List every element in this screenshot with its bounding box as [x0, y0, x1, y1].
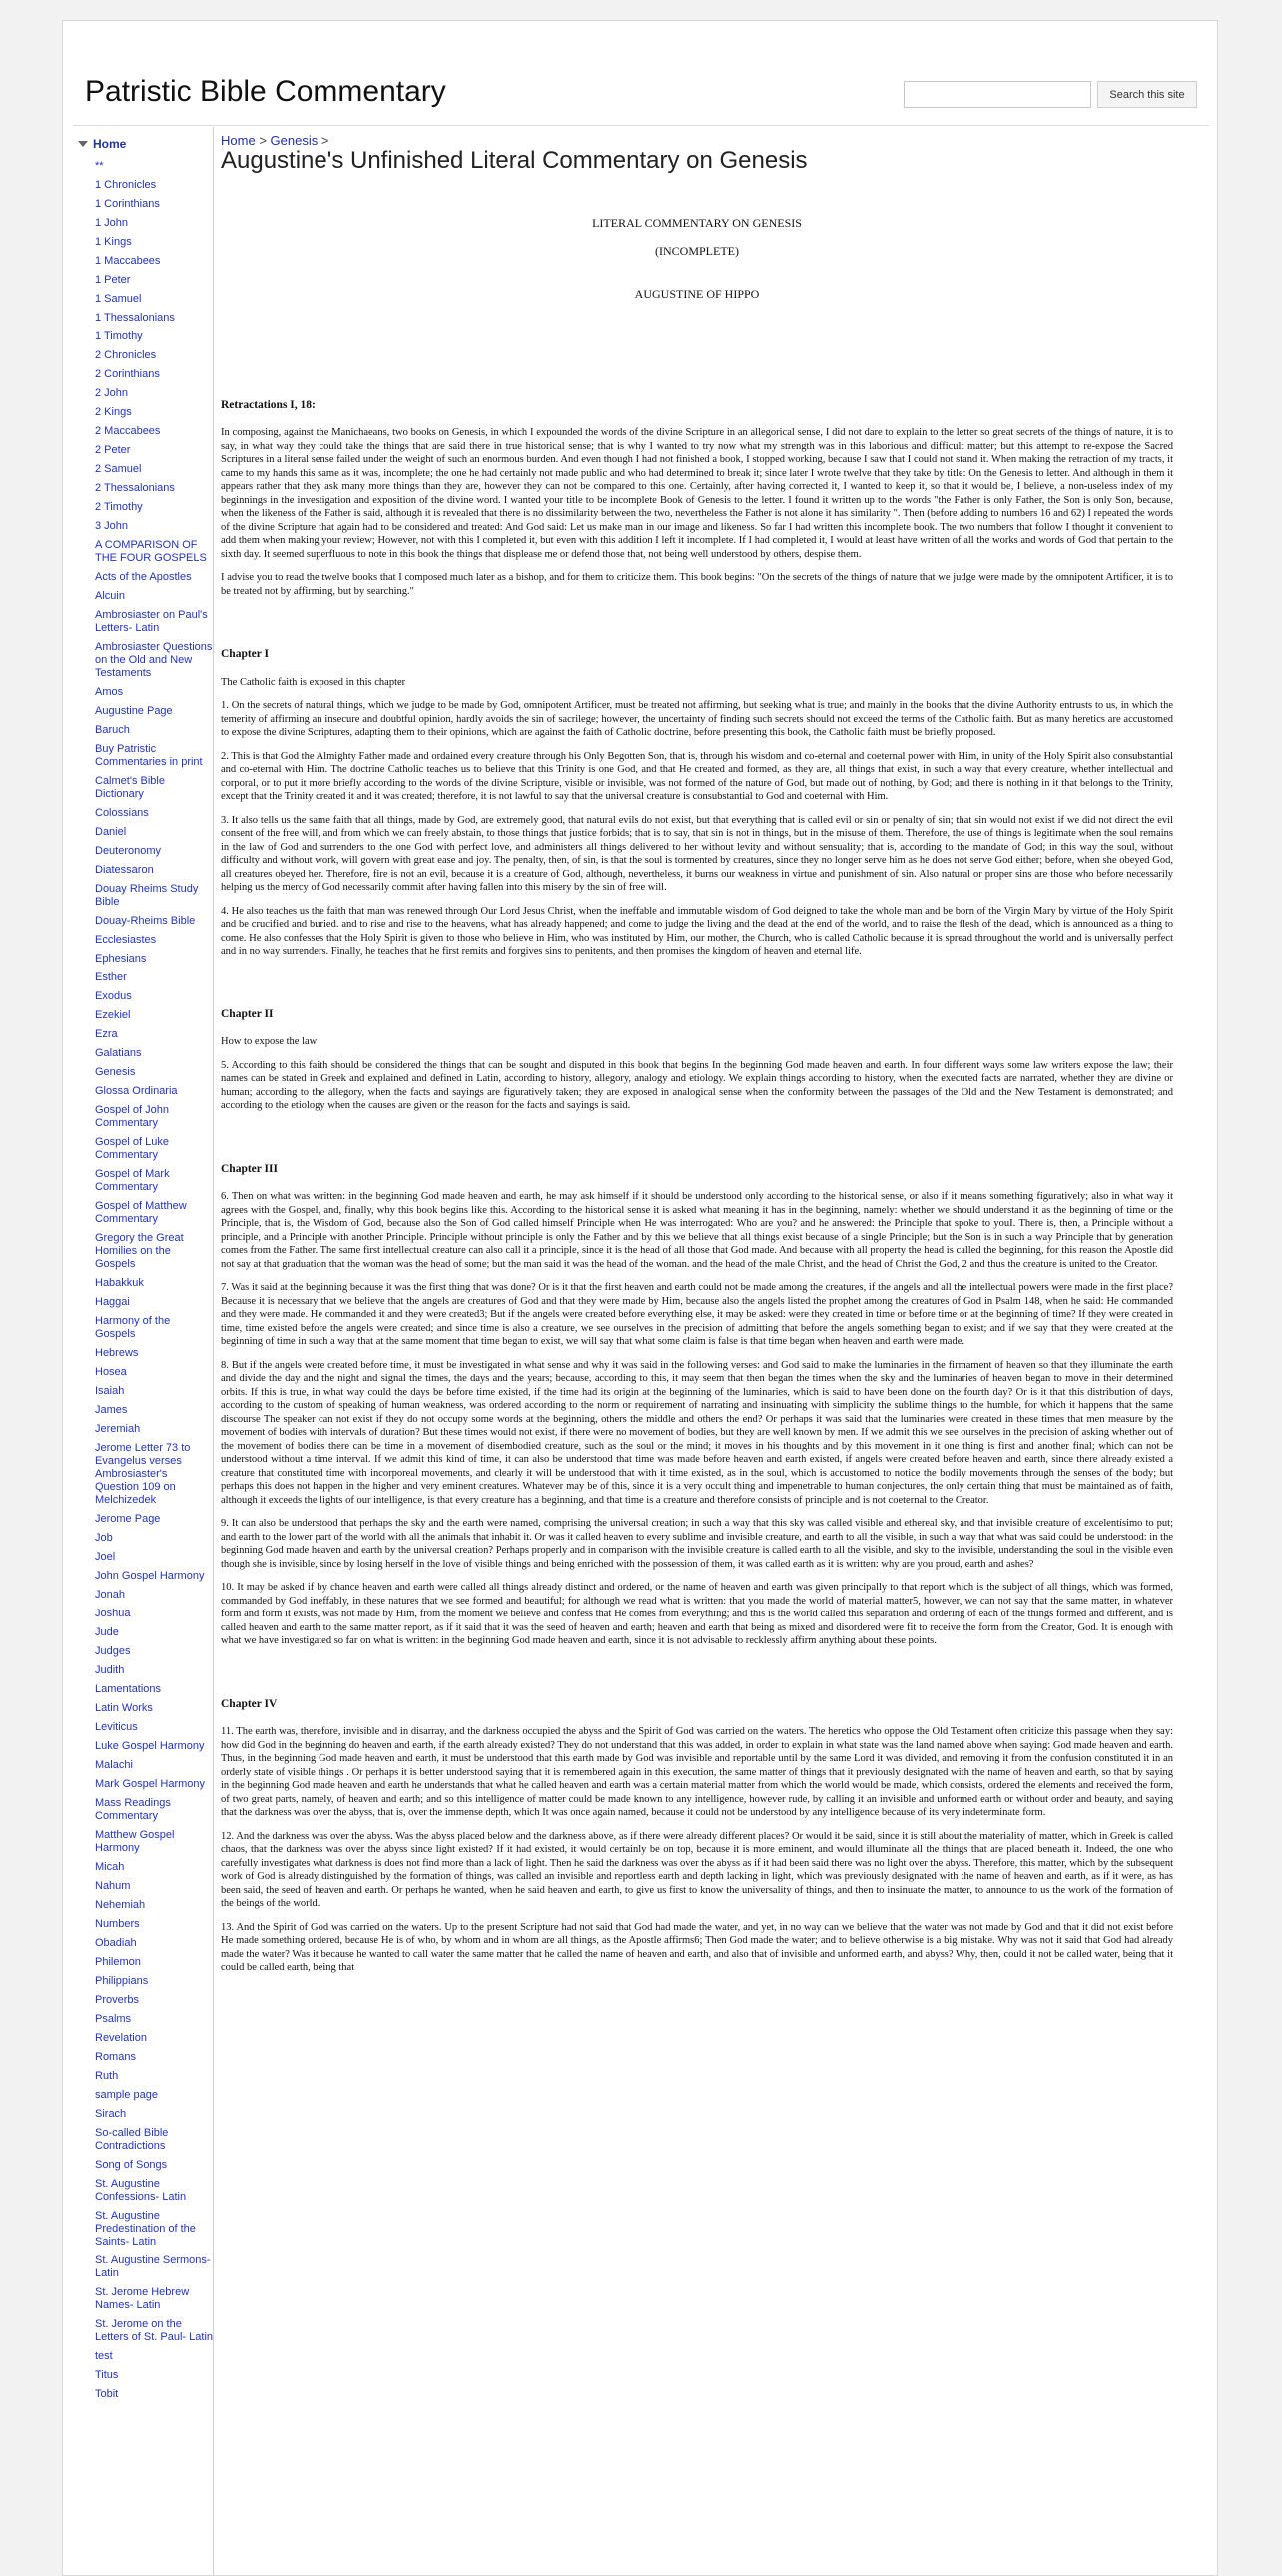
front-title: LITERAL COMMENTARY ON GENESIS [592, 216, 802, 230]
sidebar-nav-item[interactable]: 2 Kings [95, 406, 132, 418]
sidebar-nav-item[interactable]: 1 Peter [95, 274, 131, 286]
sidebar-nav-item[interactable]: Mark Gospel Harmony [95, 1778, 206, 1790]
sidebar-nav-item[interactable]: 1 Kings [95, 236, 132, 248]
sidebar-nav-item[interactable]: Gospel of Luke Commentary [95, 1136, 169, 1161]
sidebar-nav-item[interactable]: Calmet's Bible Dictionary [95, 775, 165, 800]
sidebar-nav-item[interactable]: 1 Samuel [95, 293, 142, 305]
sidebar-nav-item[interactable]: 1 John [95, 217, 129, 229]
sidebar-nav-item[interactable]: A COMPARISON OF THE FOUR GOSPELS [95, 539, 207, 564]
sidebar-nav-item[interactable]: Glossa Ordinaria [95, 1085, 178, 1097]
sidebar-nav-item[interactable]: 2 Maccabees [95, 425, 161, 437]
sidebar-nav-item[interactable]: Gregory the Great Homilies on the Gospels [95, 1232, 184, 1270]
header-divider [73, 125, 1209, 126]
sidebar-nav-item[interactable]: Sirach [95, 2108, 127, 2120]
sidebar-nav-item[interactable]: sample page [95, 2089, 158, 2101]
sidebar-nav-item[interactable]: St. Augustine Sermons- Latin [95, 2254, 211, 2279]
sidebar-nav-item[interactable]: test [95, 2350, 113, 2362]
sidebar-nav-item[interactable]: Augustine Page [95, 705, 173, 717]
sidebar-nav-item[interactable]: Daniel [95, 826, 127, 838]
sidebar-nav-item[interactable]: Isaiah [95, 1385, 125, 1397]
sidebar-nav-list [95, 157, 213, 2404]
breadcrumb-separator: > [259, 133, 267, 148]
sidebar-nav-item[interactable]: Judith [95, 1664, 125, 1676]
sidebar-nav-item[interactable]: Esther [95, 971, 127, 983]
sidebar-nav-item[interactable]: Psalms [95, 2013, 132, 2025]
chapter-heading: Chapter I [221, 648, 270, 660]
sidebar-nav-item[interactable]: Hosea [95, 1366, 127, 1378]
sidebar-nav-item[interactable]: Haggai [95, 1296, 130, 1308]
chapter-paragraph: 2. This is that God the Almighty Father made and ordained every creature through his Only Begotten Son, that is, through his wisdom and co-eternal and coeternal power with Him, in unity of the Holy Spirit also consubstantial and co-eternal with Him. The doctrine Catholic teaches us to believe that this Trinity is one God, and that He created and formed, as they are, all things that exist, in such a way that every creature, whether intellectual and corporal, or to put it more briefly according to the words of the divine Scripture, visible or invisible, was not formed of the nature of God, but made out of nothing, by God; and there is nothing in it that belongs to the Trinity, except that the Trinity created it and it was created; therefore, it is not lawful to say that the universal creature is consubstantial to God and coeternal with Him. [221, 750, 1173, 802]
sidebar-nav-item[interactable]: Deuteronomy [95, 845, 162, 857]
sidebar-nav-item[interactable]: Obadiah [95, 1937, 137, 1949]
sidebar-nav-item[interactable]: Mass Readings Commentary [95, 1797, 171, 1822]
sidebar-nav-item[interactable]: St. Jerome on the Letters of St. Paul- Latin [95, 2318, 214, 2343]
sidebar-nav-item[interactable]: Acts of the Apostles [95, 571, 192, 583]
front-author: AUGUSTINE OF HIPPO [634, 287, 760, 301]
chapter-paragraph: 3. It also tells us the same faith that all things, made by God, are extremely good, that natural evils do not exist, but that everything that is called evil or sin or penalty of sin; that sin would not exist if we did not direct the evil consent of the free will, and from which we can freely abstain, to those things that justice forbids; that is to say, that sin is not in things, but in the misuse of them. Therefore, the use of things is legitimate when the soul remains in the law of God and surrenders to the one God with perfect love, and administers all things delivered to her without levity and without sensuality; that is, according to the mandate of God; in this way the soul, without difficulty and without work, will govern with great ease and joy. The penalty, then, of sin, is that the soul is tormented by creatures, since they no longer serve him as he does not serve God either; before, when she obeyed God, all creatures obeyed her. Therefore, fire is not an evil, because it is a creature of God, although, nevertheless, it burns our weakness in virtue and punishment of sin. Also natural or proper sins are those who before necessarily helping us the mercy of God necessarily commit after having fallen into this misery by the sin of free will. [221, 814, 1173, 893]
page-title: Augustine's Unfinished Literal Commentary on Genesis [221, 147, 808, 174]
retractations-heading: Retractations I, 18: [221, 398, 316, 411]
chapter-heading: Chapter IV [221, 1697, 278, 1710]
sidebar-nav-item[interactable]: Genesis [95, 1066, 136, 1078]
expand-arrow-icon[interactable] [78, 141, 88, 147]
sidebar-nav-item[interactable]: Gospel of Mark Commentary [95, 1168, 170, 1193]
chapter-paragraph: 12. And the darkness was over the abyss. Was the abyss placed below and the darkness above, as if there were already different places? Or would it be said, since it is still about the materiality of matter, which in Greek is called chaos, that the darkness was over the abyss since light existed? If it had existed, it would certainly be on top, because it is more eminent, and would illuminate all the things that are placed beneath it. Indeed, the one who carefully investigates what darkness is does not find more than a lack of light. Then he said the darkness was over the abyss as if it had been said there was no light over the abyss. Therefore, this matter, which by the subsequent work of God is already distinguished by the formation of things, was called an invisible and reportless earth and depth lacking in light, which was previously designated with the name of heaven and earth, as if it were, as has been said, the seed of heaven and earth. Or perhaps he wanted, when he said heaven and earth, to give us first to know the universality of things, and then to insinuate the matter, to announce to us the work of the formation of the beings of the world. [221, 1830, 1173, 1909]
chapter-paragraph: 9. It can also be understood that perhaps the sky and the earth were named, comprising the universal creation; in such a way that this sky was called visible and ethereal sky, and that invisible creature of excelentísimo to put; and earth to the lower part of the world with all the animals that inhabit it. Or was it called heaven to every sublime and invisible creature, and earth to all the visible, in such a way that what was said could be understood: in the beginning God made heaven and earth by the universal creation? Perhaps properly and in comparison with the invisible creature is called earth to all the visible, and sky to the invisible, understanding the soul in the visible even though she is invisible, since by losing herself in the love of visible things and being enriched with the possession of them, it was called earth as it is written: why are you proud, earth and ashes? [221, 1518, 1173, 1570]
sidebar-nav-item[interactable]: Judges [95, 1645, 131, 1657]
sidebar-nav-item[interactable]: Romans [95, 2051, 136, 2063]
chapter-paragraph: 5. According to this faith should be considered the things that can be sought and disputed in this book that begins In the beginning God made heaven and earth. In four different ways some law writers expose the law; their names can be stated in Greek and explained and defined in Latin, according to history, allegory, analogy and etiology. We explain things according to history, when the executed facts are narrated, whether they are divine or human; according to the allegory, when the facts and sayings are figuratively taken; they are exposed in analogical sense when the conformity between the passages of the Old and the New Testament is demonstrated; and according to the etiology when the causes are given or the reason for the facts and sayings is said. [221, 1059, 1173, 1111]
sidebar-nav-item[interactable]: Titus [95, 2369, 119, 2381]
sidebar-nav-item[interactable]: Exodus [95, 990, 132, 1002]
sidebar-nav-item[interactable]: Jude [95, 1626, 119, 1638]
chapter-paragraph: 8. But if the angels were created before time, it must be investigated in what sense and why it was said in the following verses: and God said to make the luminaries in the firmament of heaven so that they illuminate the earth and divide the day and the night and signal the times, the days and the years; because, according to this, it may seem that then began the times when the sky and the luminaries of heaven began to move in their determined orbits. If this is true, in what way could the days be before time existed, if the time had its origin at the beginning of the luminaries, which is said to have been done on the fourth day? Or is it that this distribution of days, according to the custom of speaking of human weakness, was ordered according to the norm or requirement of narrating and insinuating with simplicity the sublime things to the humble, for which it happens that the same discourse The speaker can not exist if they do not occupy some words at the beginning, others the middle and others the end? Or perhaps it was said that the luminaries were created in these times that men measure by the movement of bodies with intervals of duration? But these times would not exist, if there were no movement of bodies, but they are well known by men. If we admit this we see ourselves in the precision of asking whether out of the movement of bodies there can be time in a movement of disembodied creature, such as the soul or the mind; it moves in his thoughts and by this movement in it one thing is first and another final; which can not be understood without a time interval. If we admit this kind of time, it can also be understood that time was made before heaven and earth existed, if angels were created before heaven and earth, since there already existed a creature that constituted time with incorporeal movements, and clearly it will be understood that with it time existed, as in the soul, which is accustomed to notice the bodily movements through the senses of the body; but perhaps this does not happen in the higher and very eminent creatures. Whatever may be of this, since it is a very occult thing and impenetrable to human conjectures, the only certain thing that must be maintained as of faith, although it exceeds the lights of our intelligence, is that every creature has a beginning, and that time is a creature and therefore consists of principle and is not coeternal to the Creator. [221, 1359, 1173, 1506]
sidebar-nav-item[interactable]: Alcuin [95, 590, 125, 602]
sidebar-nav-item[interactable]: James [95, 1404, 128, 1416]
breadcrumb-genesis[interactable]: Genesis [270, 133, 319, 148]
page-frame [62, 20, 1218, 2576]
sidebar-nav-item[interactable]: Numbers [95, 1918, 140, 1930]
sidebar-nav-item[interactable]: 1 Corinthians [95, 198, 160, 210]
sidebar [73, 127, 214, 2576]
sidebar-nav-item[interactable]: 2 Thessalonians [95, 482, 175, 494]
sidebar-nav-item[interactable]: Job [95, 1532, 113, 1544]
sidebar-nav-item[interactable]: Joshua [95, 1608, 131, 1619]
sidebar-nav-item[interactable]: Nahum [95, 1880, 131, 1892]
sidebar-nav-item[interactable]: So-called Bible Contradictions [95, 2127, 169, 2152]
sidebar-nav-item[interactable]: Leviticus [95, 1721, 138, 1733]
sidebar-nav-item[interactable]: Matthew Gospel Harmony [95, 1829, 175, 1854]
chapter-paragraph: 10. It may be asked if by chance heaven and earth were called all things already distinct and ordered, or the name of heaven and earth was given principally to that report which is the subject of all things, which was formed, commanded by God ineffably, in these natures that we see formed and beautiful; for although we read what is written: that you made the world of material matter5, however, we can not say that the same matter, in whatever form and form it exists, was not made by Him, from the moment we believe and confess that He comes from everything; and this is the world called this separation and ordering of each of the things formed and different, and is called heaven and earth to the same matter report, as if it said that it was the seed of heaven and earth; heaven and earth that being as mixed and disordered were fit to receive the form from the Creator, God. It is enough with what we have investigated so far on what is written: in the beginning God made heaven and earth, since it is not advisable to recklessly affirm anything about these points. [221, 1582, 1173, 1646]
chapters [221, 608, 1173, 1975]
sidebar-nav-item[interactable]: Lamentations [95, 1683, 162, 1695]
sidebar-home-link[interactable]: Home [93, 137, 127, 151]
sidebar-nav-item[interactable]: ** [95, 160, 104, 172]
sidebar-nav-item[interactable]: 1 Timothy [95, 330, 143, 342]
sidebar-nav-item[interactable]: Diatessaron [95, 864, 154, 876]
retractations-paragraph: In composing, against the Manichaeans, two books on Genesis, in which I expounded the words of the divine Scripture in an allegorical sense, I did not dare to explain to the letter so great secrets of the things of nature, it is to say, in what way they could take the things that are said there in true historical sense; that is why I wanted to try now what my strength was in this laborious and difficult matter; but this attempt to re-expose the Sacred Scriptures in a literal sense failed under the weight of such an enormous burden. And even though I had not finished a book, I stopped working, because I saw that I could not stand it. When making the retraction of my tracts, it came to my hands this same as it was, incomplete; the one he had certainly not made public and who had determined to break it; since later I wrote twelve that they take by title: On the Genesis to letter. And although in them it appears rather that they ask many more things than they are, however they can not be compared to this one. Certainly, after having corrected it, I wanted to keep it, so that it would be, I believe, a non-useless index of my beginnings in the investigation and exposition of the divine word. I wanted your title to be incomplete Book of Genesis to the letter. I found it written up to the words "the Father is only Father, the Son is only Son, because, when the likeness of the Father is said, although it is revealed that there is no dissimilarity between the two, nevertheless the Father is not alone it has similarity ". Then (before adding to numbers 16 and 62) I repeated the words of the divine Scripture that again had to be considered and treated: And God said: Let us make man in our image and likeness. So far I had written this incomplete book. The two numbers that follow I thought it convenient to add them when making your review; However, not with this I completed it, but even with this addition I left it incomplete. If I had completed it, I would at least have written of all the works and words of God that pertain to the sixth day. It seemed superfluous to note in this book the things that displease me or defend those that, not being well understood by others, despise them. [221, 427, 1173, 560]
sidebar-nav-item[interactable]: Micah [95, 1861, 125, 1873]
chapter-paragraph: 11. The earth was, therefore, invisible and in disarray, and the darkness occupied the abyss and the Spirit of God was carried on the waters. The heretics who oppose the Old Testament often criticize this passage when they say: how did God in the beginning do heaven and earth, if the earth already existed? They do not understand that this was added, in order to explain in what state was the land named above when saying: God made heaven and earth. Thus, in the beginning God made heaven and earth, it must be understood that this earth made by God was invisible and reportable until by the same Lord it was divided, and removing it from the confusion constituted it in an orderly state of visible things . Or perhaps it is better understood saying that it is remembered again in this execution, the same matter of things that it previously designated with the name of heaven and earth, so that by saying in the beginning God made heaven and earth he understands that what he called heaven and earth was a certain material matter from which the world would be made, which consists, ordered the elements and received the form, of two great parts, namely, of heaven and earth; and so this intelligence of matter could be made known to any intelligence, however rude, by calling it an invisible and unformed earth or without order and beauty, and saying that the darkness was over the abyss, that is, over the immense depth, which It was once again named, because it could not be understood by any intelligence because of its very indeterminate form. [221, 1726, 1173, 1818]
sidebar-nav-item[interactable]: Gospel of John Commentary [95, 1104, 169, 1129]
sidebar-nav-item[interactable]: 2 Samuel [95, 463, 142, 475]
search-input[interactable] [904, 81, 1091, 108]
sidebar-nav-item[interactable]: 1 Chronicles [95, 179, 157, 191]
sidebar-nav-item[interactable]: Colossians [95, 807, 149, 819]
sidebar-nav-item[interactable]: St. Augustine Predestination of the Saints- Latin [95, 2210, 196, 2248]
sidebar-nav-item[interactable]: Jeremiah [95, 1423, 141, 1435]
sidebar-nav-item[interactable]: Jerome Letter 73 to Evangelus verses Ambrosiaster's Question 109 on Melchizedek [95, 1442, 191, 1506]
sidebar-nav-item[interactable]: 3 John [95, 520, 129, 532]
sidebar-nav-item[interactable]: John Gospel Harmony [95, 1570, 205, 1582]
front-subtitle: (INCOMPLETE) [655, 243, 739, 258]
sidebar-nav-item[interactable]: Joel [95, 1551, 116, 1563]
chapter-heading: Chapter III [221, 1162, 278, 1175]
chapter-subtitle: How to expose the law [221, 1036, 318, 1047]
sidebar-nav-item[interactable]: Douay-Rheims Bible [95, 915, 196, 927]
sidebar-nav-item[interactable]: 2 Timothy [95, 501, 143, 513]
sidebar-nav-item[interactable]: Ezra [95, 1028, 118, 1040]
sidebar-nav-item[interactable]: Jonah [95, 1589, 125, 1601]
breadcrumb-separator: > [320, 133, 329, 148]
sidebar-nav-item[interactable]: Tobit [95, 2388, 119, 2400]
sidebar-nav-item[interactable]: Buy Patristic Commentaries in print [95, 743, 203, 768]
sidebar-nav-item[interactable]: Malachi [95, 1759, 133, 1771]
main-content [221, 127, 1211, 2573]
sidebar-nav-item[interactable]: Hebrews [95, 1347, 139, 1359]
chapter-paragraph: 7. Was it said at the beginning because it was the first thing that was done? Or is it that the first heaven and earth could not be made among the creatures, if the angels and all the intellectual powers were made in the first place? Because it is necessary that we believe that the angels are creatures of God and that they were made by Him, because also the angels listed the prophet among the creatures of God in Psalm 148, when he said: He commanded and they were made. He commanded it and they were created3; But if the angels were created before everything else, it may be asked: were they created in time or before time or at the beginning of time? If they were created in time, time existed before the angels were created; and since time is also a creature, we see ourselves in the precision of admitting that before the angels something began to exist; and if we say that they were created at the beginning of time in such a way that at the same moment that time began to exist, we will say that what some claim is false is that time began when heaven and earth were made. [221, 1282, 1173, 1347]
sidebar-nav-item[interactable]: Revelation [95, 2032, 147, 2044]
sidebar-nav-item[interactable]: Ecclesiastes [95, 934, 157, 946]
retractations-paragraph: I advise you to read the twelve books that I composed much later as a bishop, and for them to criticize them. This book begins: "On the secrets of the things of nature that we judge were made by the omnipotent Artificer, it is to be treated not by affirming, but by searching." [221, 572, 1173, 597]
sidebar-nav-item[interactable]: 2 Chronicles [95, 349, 157, 361]
sidebar-nav-item[interactable]: Jerome Page [95, 1513, 161, 1525]
sidebar-nav-item[interactable]: 2 John [95, 387, 129, 399]
chapter-subtitle: The Catholic faith is exposed in this chapter [221, 676, 406, 688]
chapter-heading: Chapter II [221, 1007, 274, 1020]
chapter-paragraph: 13. And the Spirit of God was carried on the waters. Up to the present Scripture had not said that God had made the water, and yet, in no way can we believe that the water was not made by God and that it did not exist before He made something ordered, because He is of who, by whom and in whom are all things, as the Apostle affirms6; Then God made the water; and to believe otherwise is a big mistake. Why was not it said that God had already made the water? Was it because he wanted to call water the same matter that he called the name of heaven and earth, and also that of invisible and unformed earth, and abyss? Why, then, could it not be called water, being that it could be called earth, being that [221, 1921, 1173, 1973]
sidebar-nav-item[interactable]: Amos [95, 686, 124, 698]
sidebar-nav-item[interactable]: Habakkuk [95, 1277, 144, 1289]
sidebar-nav-item[interactable]: Ambrosiaster Questions on the Old and New Testaments [95, 641, 213, 679]
sidebar-nav-item[interactable]: Douay Rheims Study Bible [95, 883, 199, 908]
chapter-paragraph: 1. On the secrets of natural things, which we judge to be made by God, omnipotent Artificer, must be treated not affirming, but seeking what is true; and mainly in the books that the divine Authority entrusts to us, in which the temerity of affirming an insecure and doubtful opinion, hardly avoids the sin of sacrilege; however, the uncertainty of finding such secrets should not exceed the terms of the Catholic faith. But as many heretics are accustomed to expose the divine Scriptures, adapting them to their opinions, which are against the faith of Catholic doctrine, before presenting this book, the Catholic faith must be briefly proposed. [221, 700, 1173, 738]
sidebar-nav-item[interactable]: Harmony of the Gospels [95, 1315, 171, 1340]
sidebar-nav-item[interactable]: St. Jerome Hebrew Names- Latin [95, 2286, 190, 2311]
sidebar-nav-item[interactable]: Ambrosiaster on Paul's Letters- Latin [95, 609, 208, 634]
search-button[interactable]: Search this site [1097, 81, 1197, 108]
sidebar-nav-item[interactable]: 2 Corinthians [95, 368, 160, 380]
sidebar-nav-item[interactable]: Proverbs [95, 1994, 140, 2006]
sidebar-nav-item[interactable]: 1 Thessalonians [95, 312, 175, 323]
site-title[interactable]: Patristic Bible Commentary [85, 75, 446, 108]
sidebar-nav-item[interactable]: Song of Songs [95, 2159, 168, 2171]
sidebar-nav-item[interactable]: Baruch [95, 724, 130, 736]
breadcrumb [221, 133, 328, 148]
sidebar-nav-item[interactable]: Latin Works [95, 1702, 153, 1714]
chapter-paragraph: 6. Then on what was written: in the beginning God made heaven and earth, he may ask himself if it should be understood only according to the historical sense, or also if it means something figuratively; also in what way it agrees with the Gospel, and, finally, why this book begins like this. According to the historical sense it is asked what meaning it has in the beginning, namely: whether we should understand it as the beginning of time or the Principle, that is, the Wisdom of God, because also the Son of God called himself Principle when He was interrogated: Who are you? and he answered: the Principle that spoke to youI. There is, then, a Principle without a principle, and a Principle with another Principle. Principle without principle is only the Father and by this we believe that all things exist because of a single Principle; but the Son is in such a way Principle that by generation comes from the Father. The same first intellectual creature can also call it a principle, since it is the head of all those that God made. And because with all property the head is called the beginning, for this reason the Apostle did not say at that graduation that the woman was the head of some; but the man said it was the head of the woman. and the head of the male Christ, and the head of Christ the God, 2 and thus the creature is united to the Creator. [221, 1191, 1173, 1270]
article-body [221, 217, 1173, 1985]
sidebar-nav-item[interactable]: Nehemiah [95, 1899, 146, 1911]
sidebar-nav-item[interactable]: Luke Gospel Harmony [95, 1740, 205, 1752]
sidebar-nav-item[interactable]: St. Augustine Confessions- Latin [95, 2178, 187, 2203]
sidebar-nav-item[interactable]: 2 Peter [95, 444, 131, 456]
sidebar-nav-item[interactable]: Ruth [95, 2070, 119, 2082]
sidebar-nav-item[interactable]: 1 Maccabees [95, 255, 161, 267]
sidebar-nav-item[interactable]: Galatians [95, 1047, 142, 1059]
sidebar-nav-item[interactable]: Ephesians [95, 953, 147, 965]
sidebar-nav-item[interactable]: Philippians [95, 1975, 149, 1987]
breadcrumb-home[interactable]: Home [221, 133, 256, 148]
chapter-paragraph: 4. He also teaches us the faith that man was renewed through Our Lord Jesus Christ, when the ineffable and immutable wisdom of God deigned to take the whole man and be born of the Virgin Mary by virtue of the Holy Spirit and be crucified and buried. and to rise and rise to the heavens, what has already happened; and come to judge the living and the dead at the end of the world, and to raise the flesh of the dead, which is announced as a thing to come. He also confesses that the Holy Spirit is given to those who believe in Him, who was instituted by Him, our mother, the Church, who is called Catholic because it is spread throughout the world and is universally perfect and in no way surrenders. Finally, he teaches that he first remits and forgives sins to penitents, and then promises the kingdom of heaven and eternal life. [221, 905, 1173, 957]
sidebar-nav-item[interactable]: Gospel of Matthew Commentary [95, 1200, 187, 1225]
sidebar-nav-item[interactable]: Ezekiel [95, 1009, 131, 1021]
sidebar-nav-item[interactable]: Philemon [95, 1956, 141, 1968]
